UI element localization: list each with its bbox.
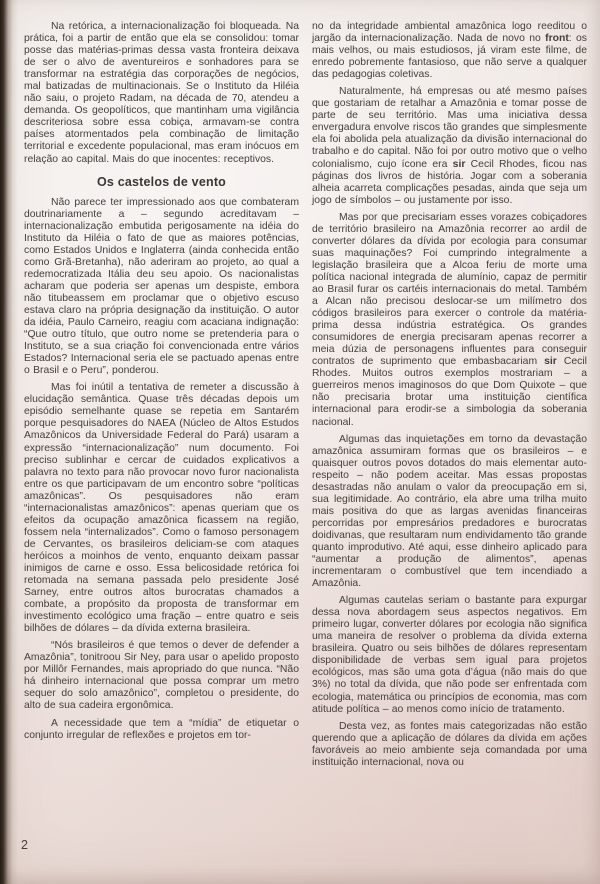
paragraph-right-5: Algumas cautelas seriam o bastante para expurgar dessa nova abordagem seus aspectos negativos. Em primeiro lugar, converter dólares por ecologia não significa uma maneira de resolver o problema da dívida externa brasileira. Quatro ou seis bilhões de dólares representam disponibilidade de verbas sem igual para projetos ecológicos, mas são uma gota d’água (não mais do que 3%) no total da dívida, que não pode ser enfrentada com ecologia, matemática ou princípios de economia, mas com atitude política – ao menos como início de tratamento. xyxy=(312,595,587,715)
bold-word: sir xyxy=(452,158,466,170)
bold-word: sir xyxy=(544,356,557,368)
paragraph-left-4: “Nós brasileiros é que temos o dever de defender a Amazônia”, tonitroou Sir Ney, para usar o apelido proposto por Millôr Fernandes, mais apropriado do que nunca. “Não há dinheiro internacional que possa comprar um metro sequer do solo amazônico”, completou o presidente, do alto de sua cadeira ergonômica. xyxy=(24,640,299,712)
page-number: 2 xyxy=(21,838,28,852)
paragraph-text: Mas por que precisariam esses vorazes cobiçadores de território brasileiro na Amazônia recorrer ao ardil de converter dólares da dívida por ecologia para consumar suas maquinações? Foi cumprindo integralmente a legislação brasileira que a Alcoa feriu de morte uma política nacional integrada de alumínio, capaz de permitir ao Brasil furar os cartéis internacionais do metal. Também a Alcan não precisou deslocar-se um milímetro dos códigos brasileiros para exercer o controle da matéria-prima dessa indústria estratégica. Os grandes consumidores de energia precisaram apenas recorrer a meia dúzia de personagens influentes para conseguir contratos de suprimento que embasbacariam xyxy=(312,211,587,368)
scan-gutter-shadow xyxy=(0,0,18,884)
paragraph-right-1 xyxy=(312,21,587,81)
paragraph-text: Naturalmente, há empresas ou até mesmo países que gostariam de retalhar a Amazônia e tomar posse de parte de seu território. Mas uma iniciativa dessa envergadura envolve riscos tão grandes que simplesmente ela foi abolida pela atualização da divisão internacional do trabalho e do capital. Não foi por outro motivo que o velho colonialismo, cujo ícone era xyxy=(312,86,587,170)
right-column xyxy=(312,21,587,774)
paragraph-right-6: Desta vez, as fontes mais categorizadas não estão querendo que a aplicação de dólares da dívida em ações favoráveis ao meio ambiente seja comandada por uma instituição internacional, nova ou xyxy=(312,720,587,768)
paragraph-left-1: Na retórica, a internacionalização foi bloqueada. Na prática, foi a partir de então que ela se consolidou: tomar posse das matérias-primas dessa vasta fronteira deixava de ser o alvo de aventureiros e sonhadores para se transformar na estratégia das corporações de negócios, mal batizadas de multinacionais. Se o Instituto da Hiléia não saiu, o projeto Radam, na década de 70, atendeu a demanda. Os geopolíticos, que mantinham uma vigilância descriteriosa sobre essa cobiça, armavam-se contra países atormentados pela combinação de limitação territorial e excedente populacional, mas eram inócuos em relação ao capital. Mais do que inocentes: receptivos. xyxy=(24,21,299,165)
bold-word: front xyxy=(545,33,569,45)
paragraph-text: Cecil Rhodes. Muitos outros exemplos mostrariam – a guerreiros menos imaginosos do que Dom Quixote – que não precisaria brotar uma instituição científica internacional para erodir-se a simbologia da soberania nacional. xyxy=(312,356,587,428)
paragraph-right-2 xyxy=(312,86,587,206)
paragraph-left-5: A necessidade que tem a “mídia” de etiquetar o conjunto irregular de reflexões e projetos em tor- xyxy=(24,717,299,741)
paragraph-right-3 xyxy=(312,212,587,429)
paragraph-right-4: Algumas das inquietações em torno da devastação amazônica assumiram formas que os brasileiros – e quaisquer outros povos dotados do mais elementar auto-respeito – não podem aceitar. Mas essas propostas desastradas não anulam o valor da preocupação em si, sua legitimidade. Ao contrário, ela abre uma trilha muito mais positiva do que as largas avenidas financeiras percorridas por empresários predadores e burocratas doidivanas, que resultaram num endividamento tão grande quanto improdutivo. Até aqui, esse dinheiro aplicado para “aumentar a produção de alimentos”, apenas incrementaram o combustível que tem incendiado a Amazônia. xyxy=(312,433,587,590)
section-heading: Os castelos de vento xyxy=(96,174,227,189)
paragraph-text: no da integridade ambiental amazônica logo reeditou o jargão da internacionalização. Nada de novo no xyxy=(312,21,587,45)
paragraph-left-2: Não parece ter impressionado aos que combateram doutrinariamente a – segundo acreditavam – internacionalização embutida perigosamente na idéia do Instituto da Hiléia o fato de que as maiores potências, como Estados Unidos e Inglaterra (ainda conhecida então como Grã-Bretanha), não aderiram ao projeto, ao qual a redemocratizada Itália deu seu apoio. Os nacionalistas acharam que poderia ser apenas um despiste, embora não titubeassem em proclamar que o objetivo escuso estava claro na própria designação da instituição. O autor da idéia, Paulo Carneiro, reagiu com acaciana indignação: “Que outro título, que outro nome se pretenderia para o Instituto, se a sua criação foi convencionada entre vários Estados? Internacional seria ele se pactuado apenas entre o Brasil e o Peru”, ponderou. xyxy=(24,196,299,377)
paragraph-text: : os mais velhos, ou mais estudiosos, já viram este filme, de enredo pobremente fantasioso, que não serve a qualquer das pedagogias coletivas. xyxy=(312,33,587,81)
left-column xyxy=(24,21,299,774)
paragraph-left-3: Mas foi inútil a tentativa de remeter a discussão à elucidação semântica. Quase três décadas depois um episódio semelhante quase se repetia em Santarém porque pesquisadores do NAEA (Núcleo de Altos Estudos Amazônicos da Universidade Federal do Pará) usaram a expressão “internacionalização” num documento. Foi preciso sublinhar e cercar de cuidados explicativos a palavra no texto para não provocar novo furor nacionalista entre os que participavam de um encontro sobre “políticas amazônicas”. Os pesquisadores não eram “internacionalistas amazônicos”: apenas queriam que os efeitos da ocupação amazônica ficassem na região, fossem nela “internalizados”. Como o famoso personagem de Cervantes, os brasileiros deliciam-se com ataques heróicos a moinhos de vento, enquanto deixam passar inimigos de carne e osso. Essa belicosidade retórica foi retomada na semana passada pelo presidente José Sarney, entre outros altos burocratas chamados a combate, a propósito da proposta de transformar em investimento ecológico uma fração – entre quatro e seis bilhões de dólares – da dívida externa brasileira. xyxy=(24,382,299,635)
paragraph-text: Cecil Rhodes, ficou nas páginas dos livros de história. Jogar com a soberania alheia acarreta complicações pesadas, ainda que seja um jogo de símbolos – ou justamente por isso. xyxy=(312,158,587,206)
two-column-text xyxy=(24,21,587,774)
